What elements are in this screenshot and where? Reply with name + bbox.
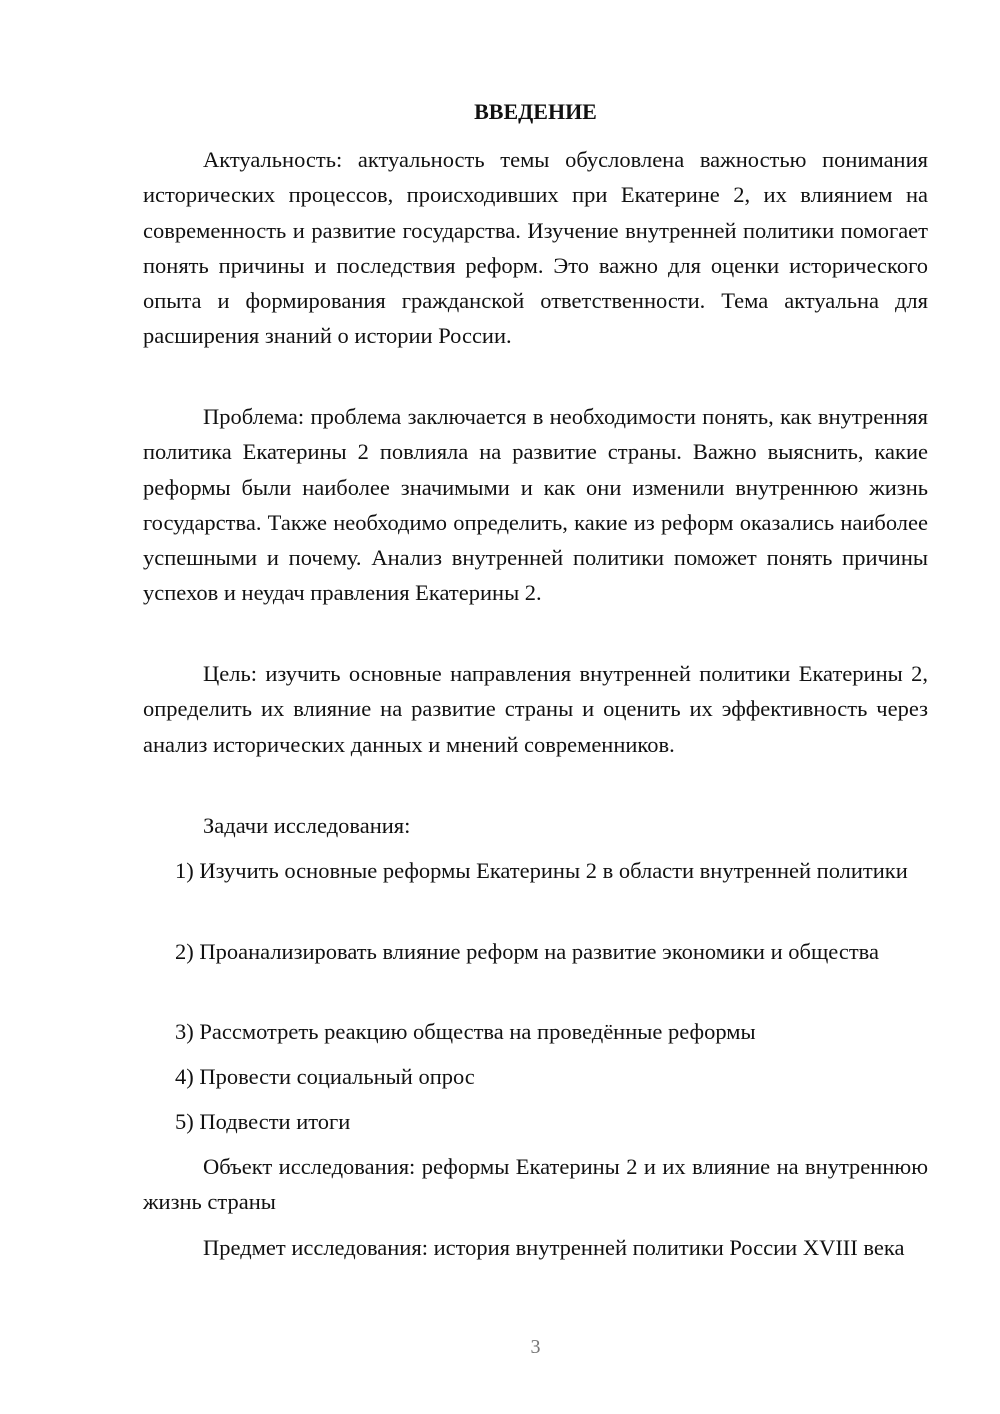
task-item-5: 5) Подвести итоги <box>175 1109 351 1134</box>
task-item-4: 4) Провести социальный опрос <box>175 1064 475 1089</box>
page-number: 3 <box>530 1336 541 1358</box>
task-item-2: 2) Проанализировать влияние реформ на развитие экономики и общества <box>175 939 879 964</box>
goal-paragraph: Цель: изучить основные направления внутренней политики Екатерины 2, определить их влияние на развитие страны и оценить их эффективность через анализ исторических данных и мнений современников. <box>143 661 928 757</box>
subject-paragraph: Предмет исследования: история внутренней политики России XVIII века <box>203 1235 905 1260</box>
task-item-1: 1) Изучить основные реформы Екатерины 2 в области внутренней политики <box>175 858 908 883</box>
task-item-3: 3) Рассмотреть реакцию общества на проведённые реформы <box>175 1019 756 1044</box>
document-page <box>143 0 928 1414</box>
relevance-paragraph: Актуальность: актуальность темы обусловлена важностью понимания исторических процессов, происходивших при Екатерине 2, их влиянием на современность и развитие государства. Изучение внутренней политики помогает понять причины и последствия реформ. Это важно для оценки исторического опыта и формирования гражданской ответственности. Тема актуальна для расширения знаний о истории России. <box>143 147 928 349</box>
problem-paragraph: Проблема: проблема заключается в необходимости понять, как внутренняя политика Екатерины 2 повлияла на развитие страны. Важно выяснить, какие реформы были наиболее значимыми и как они изменили внутреннюю жизнь государства. Также необходимо определить, какие из реформ оказались наиболее успешными и почему. Анализ внутренней политики поможет понять причины успехов и неудач правления Екатерины 2. <box>143 404 928 606</box>
object-paragraph: Объект исследования: реформы Екатерины 2 и их влияние на внутреннюю жизнь страны <box>143 1154 928 1215</box>
section-title: ВВЕДЕНИЕ <box>474 99 597 124</box>
tasks-heading: Задачи исследования: <box>203 813 411 838</box>
